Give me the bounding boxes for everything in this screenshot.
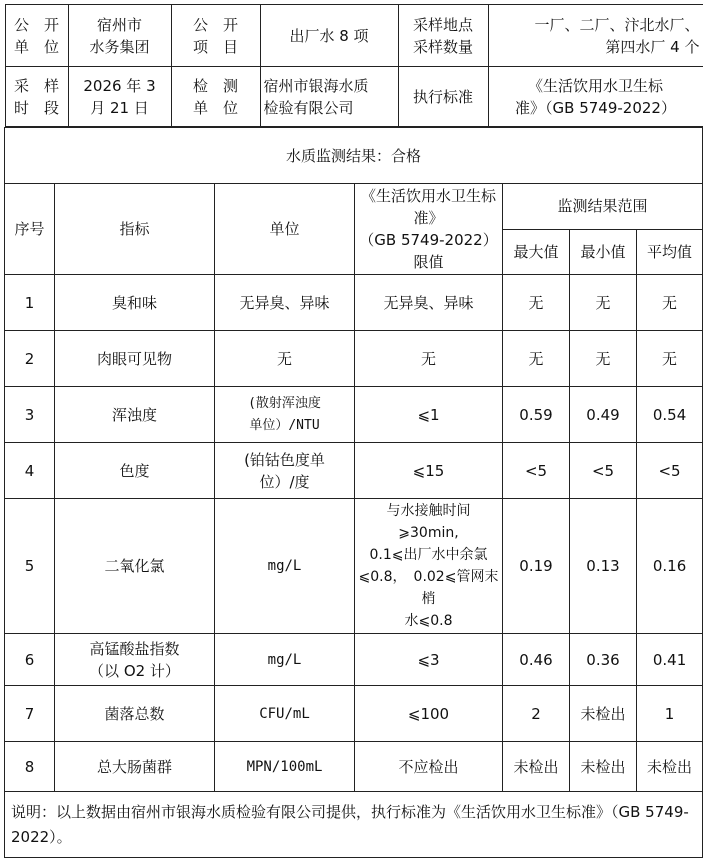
- row-min: 0.13: [570, 499, 637, 634]
- col-unit: 单位: [215, 184, 355, 275]
- row-min: <5: [570, 443, 637, 499]
- row-indicator: 浑浊度: [55, 387, 215, 443]
- row-avg: <5: [637, 443, 703, 499]
- row-avg: 1: [637, 686, 703, 742]
- row-indicator: 总大肠菌群: [55, 742, 215, 792]
- standard-label: 执行标准: [398, 67, 488, 127]
- table-row: [5, 443, 703, 499]
- col-min: 最小值: [570, 229, 637, 275]
- row-max: 2: [503, 686, 570, 742]
- row-unit: (散射浑浊度 单位）/NTU: [215, 387, 355, 443]
- row-indicator: 色度: [55, 443, 215, 499]
- report-table: [4, 4, 703, 858]
- row-limit: 与水接触时间⩾30min, 0.1⩽出厂水中余氯 ⩽0.8， 0.02⩽管网末梢 水⩽0.8: [355, 499, 503, 634]
- row-limit: 无异臭、异味: [355, 275, 503, 331]
- row-max: <5: [503, 443, 570, 499]
- col-range: 监测结果范围: [503, 184, 703, 230]
- row-no: 1: [5, 275, 55, 331]
- note-row: [5, 792, 703, 858]
- row-avg: 0.54: [637, 387, 703, 443]
- table-row: [5, 331, 703, 387]
- row-unit: 无异臭、异味: [215, 275, 355, 331]
- row-limit: ⩽1: [355, 387, 503, 443]
- header-row-1: [5, 4, 703, 128]
- row-min: 0.49: [570, 387, 637, 443]
- row-max: 无: [503, 275, 570, 331]
- row-no: 4: [5, 443, 55, 499]
- row-avg: 0.41: [637, 634, 703, 686]
- table-row: [5, 686, 703, 742]
- row-limit: ⩽15: [355, 443, 503, 499]
- row-no: 7: [5, 686, 55, 742]
- row-no: 2: [5, 331, 55, 387]
- result-title-row: [5, 128, 703, 184]
- sites-label: 采样地点 采样数量: [398, 5, 488, 67]
- table-row: [5, 634, 703, 686]
- row-min: 无: [570, 275, 637, 331]
- row-unit: MPN/100mL: [215, 742, 355, 792]
- sites-value: 一厂、二厂、汴北水厂、 第四水厂 4 个: [488, 5, 703, 67]
- row-max: 0.59: [503, 387, 570, 443]
- publisher-value: 宿州市 水务集团: [68, 5, 171, 67]
- column-header-row-1: [5, 184, 703, 230]
- col-no: 序号: [5, 184, 55, 275]
- row-indicator: 二氧化氯: [55, 499, 215, 634]
- row-min: 无: [570, 331, 637, 387]
- row-min: 0.36: [570, 634, 637, 686]
- row-max: 0.46: [503, 634, 570, 686]
- row-unit: (铂钴色度单 位）/度: [215, 443, 355, 499]
- standard-value: 《生活饮用水卫生标 准》（GB 5749-2022）: [488, 67, 703, 127]
- items-value: 出厂水 8 项: [260, 5, 398, 67]
- row-avg: 未检出: [637, 742, 703, 792]
- row-max: 0.19: [503, 499, 570, 634]
- row-no: 6: [5, 634, 55, 686]
- row-avg: 无: [637, 331, 703, 387]
- items-label: 公 开 项 目: [171, 5, 260, 67]
- row-avg: 0.16: [637, 499, 703, 634]
- note-text: 说明：以上数据由宿州市银海水质检验有限公司提供，执行标准为《生活饮用水卫生标准》（GB 5749-2022）。: [5, 792, 703, 858]
- row-unit: mg/L: [215, 499, 355, 634]
- col-max: 最大值: [503, 229, 570, 275]
- row-indicator: 高锰酸盐指数 （以 O2 计）: [55, 634, 215, 686]
- lab-label: 检 测 单 位: [171, 67, 260, 127]
- col-indicator: 指标: [55, 184, 215, 275]
- row-limit: ⩽100: [355, 686, 503, 742]
- row-limit: ⩽3: [355, 634, 503, 686]
- row-indicator: 菌落总数: [55, 686, 215, 742]
- row-max: 未检出: [503, 742, 570, 792]
- table-row: [5, 387, 703, 443]
- row-unit: 无: [215, 331, 355, 387]
- table-row: [5, 499, 703, 634]
- publisher-label: 公 开 单 位: [5, 5, 68, 67]
- header-row-2: [5, 67, 703, 127]
- row-min: 未检出: [570, 742, 637, 792]
- row-max: 无: [503, 331, 570, 387]
- row-limit: 无: [355, 331, 503, 387]
- period-label: 采 样 时 段: [5, 67, 68, 127]
- table-row: [5, 742, 703, 792]
- row-min: 未检出: [570, 686, 637, 742]
- row-indicator: 肉眼可见物: [55, 331, 215, 387]
- row-unit: CFU/mL: [215, 686, 355, 742]
- table-row: [5, 275, 703, 331]
- col-avg: 平均值: [637, 229, 703, 275]
- result-title: 水质监测结果：合格: [5, 128, 703, 184]
- row-no: 5: [5, 499, 55, 634]
- col-limit: 《生活饮用水卫生标准》 （GB 5749-2022）限值: [355, 184, 503, 275]
- row-no: 8: [5, 742, 55, 792]
- row-indicator: 臭和味: [55, 275, 215, 331]
- lab-value: 宿州市银海水质 检验有限公司: [260, 67, 398, 127]
- period-value: 2026 年 3 月 21 日: [68, 67, 171, 127]
- row-avg: 无: [637, 275, 703, 331]
- row-limit: 不应检出: [355, 742, 503, 792]
- row-no: 3: [5, 387, 55, 443]
- row-unit: mg/L: [215, 634, 355, 686]
